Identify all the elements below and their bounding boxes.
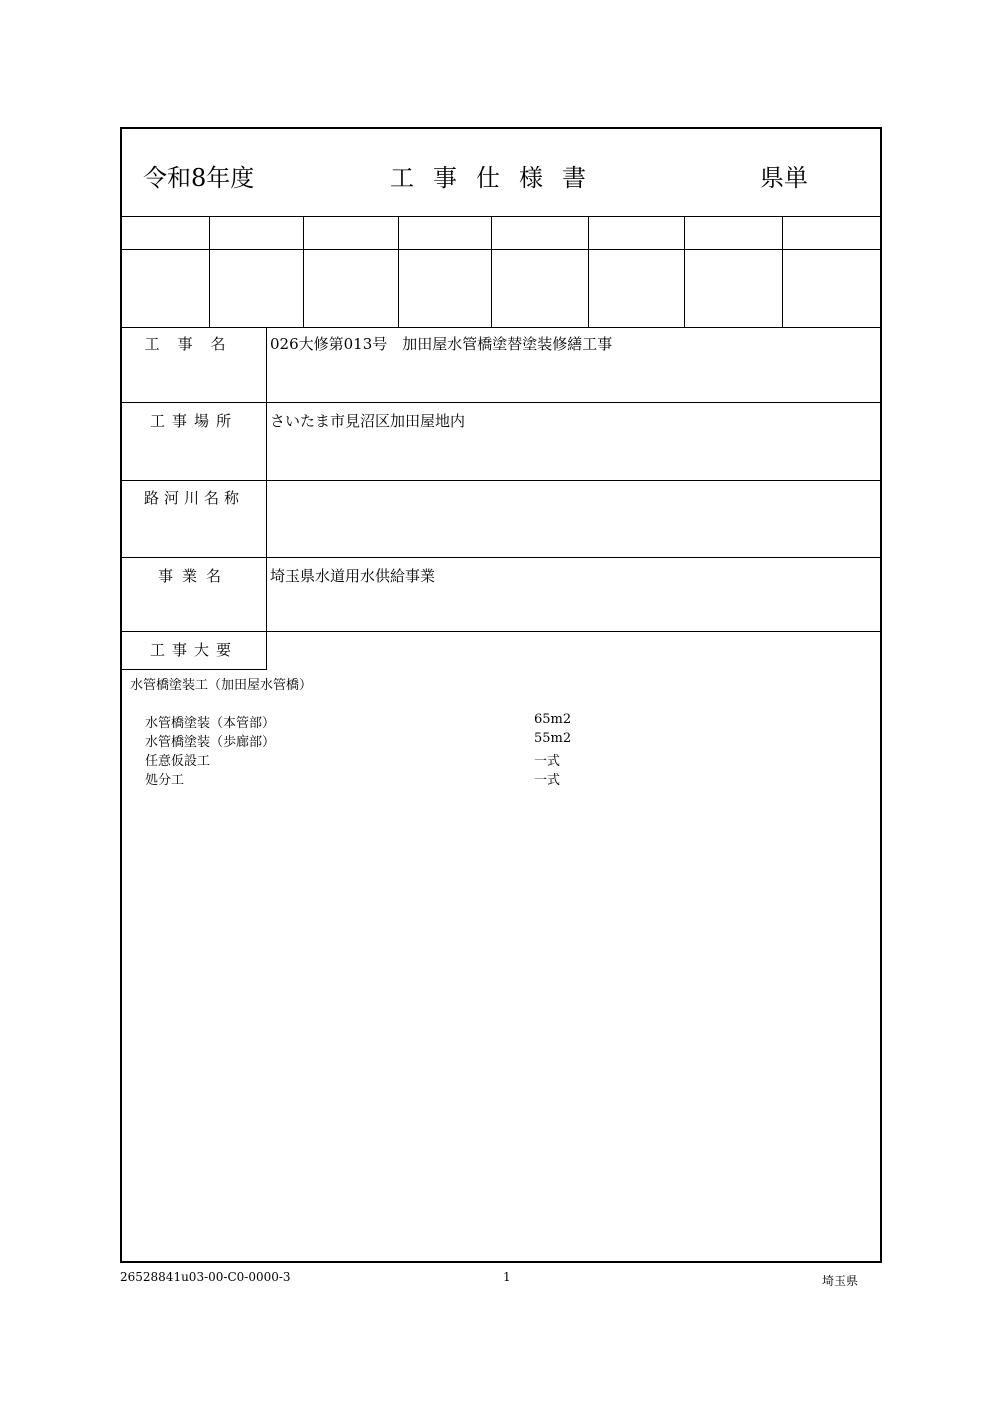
grid-line	[121, 402, 881, 403]
label-project-summary: 工事大要	[149, 641, 238, 659]
label-project-name: 工事名	[144, 335, 244, 353]
grid-line	[121, 557, 881, 558]
value-business-name: 埼玉県水道用水供給事業	[270, 567, 436, 585]
summary-item-quantity: 一式	[534, 773, 561, 788]
summary-item-quantity: 65m2	[534, 712, 572, 727]
budget-category: 県単	[760, 164, 808, 192]
grid-line	[121, 327, 881, 328]
value-project-location: さいたま市見沼区加田屋地内	[270, 412, 466, 430]
document-title: 工事仕様書	[390, 164, 605, 192]
grid-line	[209, 216, 210, 327]
grid-line	[121, 480, 881, 481]
grid-line	[121, 249, 881, 250]
summary-item-name: 処分工	[145, 773, 185, 788]
grid-line	[303, 216, 304, 327]
summary-item-quantity: 一式	[534, 754, 561, 769]
grid-line	[398, 216, 399, 327]
label-road-river-name: 路河川名称	[143, 489, 244, 507]
summary-heading: 水管橋塗装工（加田屋水管橋）	[130, 678, 313, 693]
issuer: 埼玉県	[822, 1274, 859, 1288]
document-frame	[120, 127, 882, 1263]
summary-item-quantity: 55m2	[534, 731, 572, 746]
page-number: 1	[503, 1270, 511, 1284]
grid-line	[491, 216, 492, 327]
document-code: 26528841u03-00-C0-0000-3	[120, 1270, 291, 1284]
label-business-name: 事業名	[157, 567, 230, 585]
grid-line	[588, 216, 589, 327]
value-project-name: 026大修第013号 加田屋水管橋塗替塗装修繕工事	[270, 335, 613, 353]
summary-item-name: 水管橋塗装（歩廊部）	[145, 735, 276, 750]
grid-line	[121, 631, 881, 632]
summary-item-name: 水管橋塗装（本管部）	[145, 716, 276, 731]
fiscal-year: 令和8年度	[143, 164, 255, 192]
summary-item-name: 任意仮設工	[145, 754, 211, 769]
label-project-location: 工事場所	[149, 412, 238, 430]
grid-line	[782, 216, 783, 327]
grid-line	[121, 216, 881, 217]
grid-line	[684, 216, 685, 327]
grid-line	[121, 669, 267, 670]
